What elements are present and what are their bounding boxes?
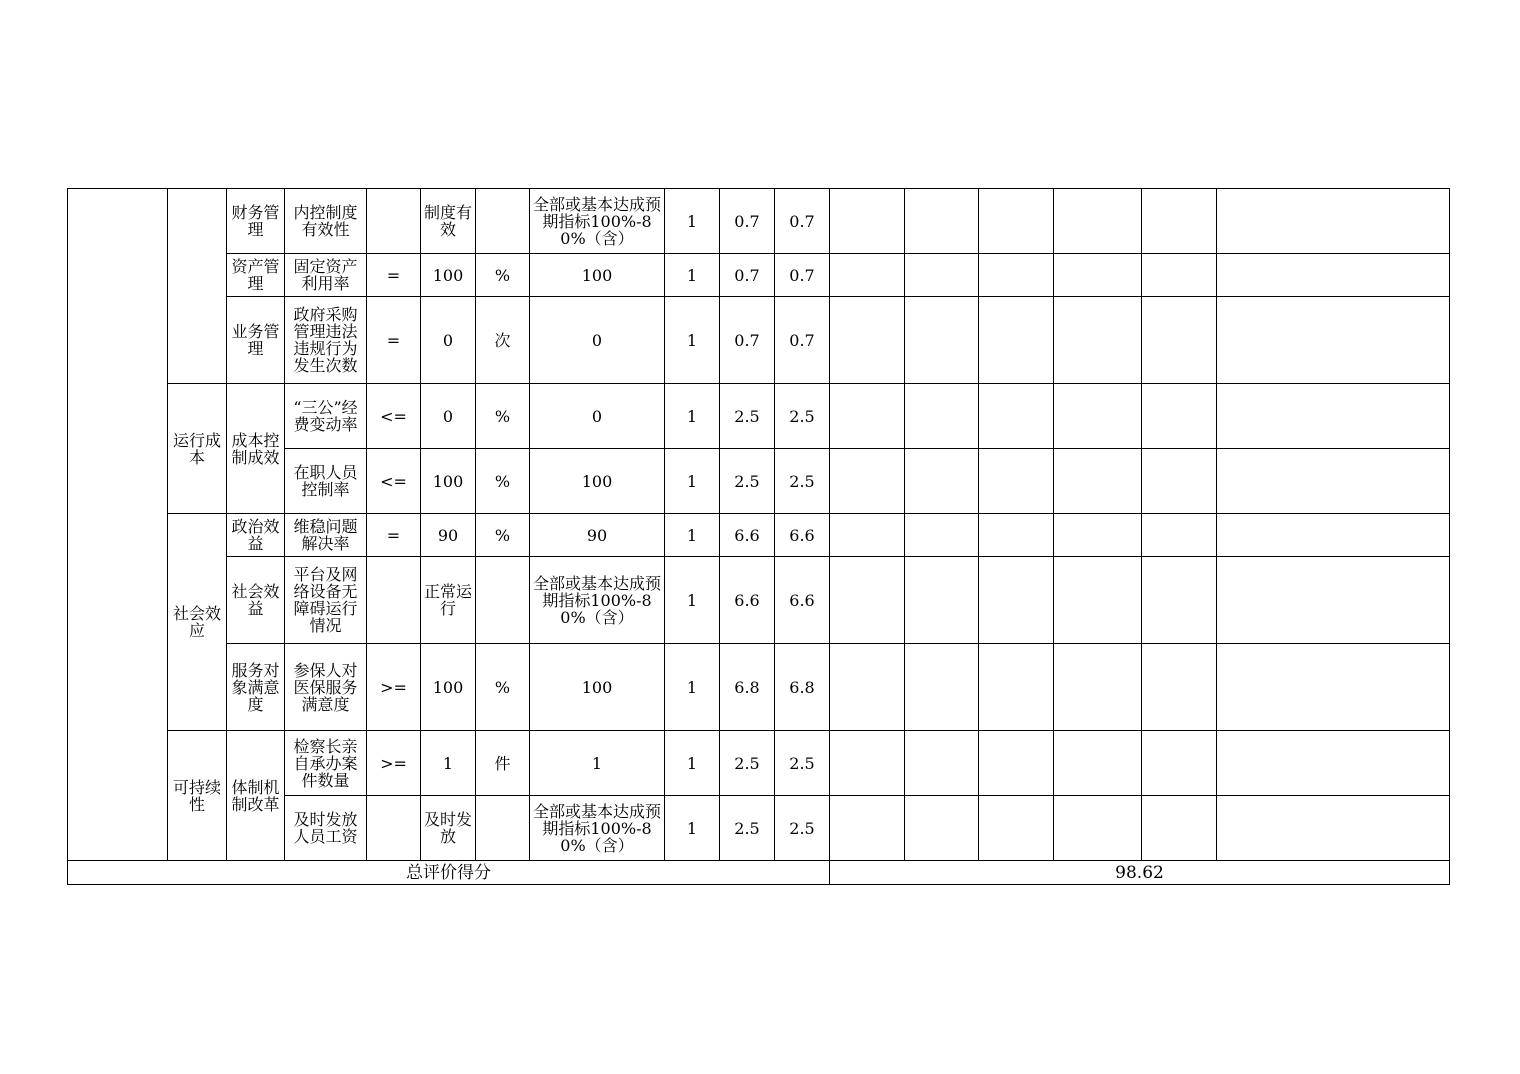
empty-cell — [1217, 557, 1450, 644]
score-cell: 0.7 — [720, 189, 775, 254]
empty-cell — [905, 384, 979, 449]
target-cell: 0 — [421, 384, 476, 449]
target-cell: 1 — [421, 731, 476, 796]
score-cell: 6.6 — [720, 557, 775, 644]
empty-cell — [905, 796, 979, 861]
target-cell: 及时发放 — [421, 796, 476, 861]
level3-cell: 及时发放人员工资 — [285, 796, 367, 861]
level3-cell: 检察长亲自承办案件数量 — [285, 731, 367, 796]
empty-cell — [830, 514, 905, 557]
operator-cell: = — [367, 297, 421, 384]
actual-cell: 1 — [530, 731, 665, 796]
weight-cell: 1 — [665, 514, 720, 557]
empty-cell — [1142, 796, 1217, 861]
actual-cell: 100 — [530, 449, 665, 514]
table-row — [68, 731, 1450, 796]
operator-cell: = — [367, 514, 421, 557]
score-cell: 2.5 — [720, 796, 775, 861]
empty-cell — [1142, 514, 1217, 557]
operator-cell: <= — [367, 384, 421, 449]
earned-cell: 2.5 — [775, 796, 830, 861]
level3-cell: 内控制度有效性 — [285, 189, 367, 254]
empty-cell — [905, 731, 979, 796]
empty-cell — [830, 644, 905, 731]
unit-cell: % — [476, 384, 530, 449]
score-cell: 0.7 — [720, 254, 775, 297]
operator-cell — [367, 189, 421, 254]
target-cell: 100 — [421, 254, 476, 297]
actual-cell: 100 — [530, 644, 665, 731]
weight-cell: 1 — [665, 384, 720, 449]
empty-cell — [979, 254, 1054, 297]
empty-cell — [1217, 254, 1450, 297]
empty-cell — [830, 449, 905, 514]
operator-cell — [367, 557, 421, 644]
empty-cell — [1217, 189, 1450, 254]
empty-cell — [1054, 449, 1142, 514]
unit-cell: % — [476, 514, 530, 557]
target-cell: 90 — [421, 514, 476, 557]
operator-cell — [367, 796, 421, 861]
operator-cell: >= — [367, 644, 421, 731]
blank-cell — [68, 189, 168, 861]
empty-cell — [1142, 254, 1217, 297]
level2-cell: 政治效益 — [227, 514, 285, 557]
empty-cell — [1054, 254, 1142, 297]
empty-cell — [1142, 557, 1217, 644]
target-cell: 正常运行 — [421, 557, 476, 644]
total-row — [68, 861, 1450, 885]
earned-cell: 6.6 — [775, 557, 830, 644]
empty-cell — [979, 449, 1054, 514]
empty-cell — [1054, 644, 1142, 731]
empty-cell — [1054, 384, 1142, 449]
score-cell: 6.6 — [720, 514, 775, 557]
level1-cell: 可持续性 — [168, 731, 227, 861]
score-cell: 6.8 — [720, 644, 775, 731]
score-cell: 2.5 — [720, 384, 775, 449]
empty-cell — [830, 254, 905, 297]
unit-cell: 次 — [476, 297, 530, 384]
empty-cell — [979, 384, 1054, 449]
empty-cell — [979, 644, 1054, 731]
unit-cell — [476, 557, 530, 644]
empty-cell — [1054, 297, 1142, 384]
table-row — [68, 557, 1450, 644]
level2-cell: 财务管理 — [227, 189, 285, 254]
level2-cell: 体制机制改革 — [227, 731, 285, 861]
weight-cell: 1 — [665, 731, 720, 796]
level1-cell: 运行成本 — [168, 384, 227, 514]
level2-cell: 社会效益 — [227, 557, 285, 644]
actual-cell: 0 — [530, 297, 665, 384]
earned-cell: 0.7 — [775, 254, 830, 297]
level1-cell — [168, 189, 227, 384]
earned-cell: 2.5 — [775, 449, 830, 514]
operator-cell: >= — [367, 731, 421, 796]
empty-cell — [905, 189, 979, 254]
empty-cell — [905, 644, 979, 731]
empty-cell — [1217, 384, 1450, 449]
empty-cell — [1217, 796, 1450, 861]
target-cell: 制度有效 — [421, 189, 476, 254]
earned-cell: 2.5 — [775, 731, 830, 796]
target-cell: 0 — [421, 297, 476, 384]
weight-cell: 1 — [665, 449, 720, 514]
empty-cell — [1054, 557, 1142, 644]
unit-cell: % — [476, 644, 530, 731]
weight-cell: 1 — [665, 557, 720, 644]
unit-cell — [476, 189, 530, 254]
target-cell: 100 — [421, 449, 476, 514]
empty-cell — [1142, 384, 1217, 449]
earned-cell: 2.5 — [775, 384, 830, 449]
unit-cell: 件 — [476, 731, 530, 796]
empty-cell — [979, 297, 1054, 384]
empty-cell — [1054, 514, 1142, 557]
level3-cell: 固定资产利用率 — [285, 254, 367, 297]
empty-cell — [1142, 189, 1217, 254]
level1-cell: 社会效应 — [168, 514, 227, 731]
operator-cell: <= — [367, 449, 421, 514]
table-row — [68, 254, 1450, 297]
empty-cell — [905, 557, 979, 644]
operator-cell: = — [367, 254, 421, 297]
empty-cell — [905, 449, 979, 514]
score-cell: 0.7 — [720, 297, 775, 384]
actual-cell: 100 — [530, 254, 665, 297]
earned-cell: 6.8 — [775, 644, 830, 731]
empty-cell — [979, 514, 1054, 557]
table-row — [68, 644, 1450, 731]
level2-cell: 服务对象满意度 — [227, 644, 285, 731]
actual-cell: 90 — [530, 514, 665, 557]
empty-cell — [979, 189, 1054, 254]
empty-cell — [905, 297, 979, 384]
actual-cell: 全部或基本达成预期指标100%-80%（含） — [530, 189, 665, 254]
level3-cell: 维稳问题解决率 — [285, 514, 367, 557]
unit-cell: % — [476, 254, 530, 297]
empty-cell — [1142, 449, 1217, 514]
empty-cell — [1217, 644, 1450, 731]
unit-cell — [476, 796, 530, 861]
weight-cell: 1 — [665, 297, 720, 384]
empty-cell — [1217, 731, 1450, 796]
actual-cell: 全部或基本达成预期指标100%-80%（含） — [530, 796, 665, 861]
actual-cell: 全部或基本达成预期指标100%-80%（含） — [530, 557, 665, 644]
target-cell: 100 — [421, 644, 476, 731]
empty-cell — [1217, 449, 1450, 514]
weight-cell: 1 — [665, 254, 720, 297]
empty-cell — [979, 796, 1054, 861]
empty-cell — [1054, 189, 1142, 254]
actual-cell: 0 — [530, 384, 665, 449]
level3-cell: 平台及网络设备无障碍运行情况 — [285, 557, 367, 644]
level3-cell: 在职人员控制率 — [285, 449, 367, 514]
empty-cell — [830, 189, 905, 254]
total-label: 总评价得分 — [68, 861, 830, 885]
empty-cell — [1054, 796, 1142, 861]
empty-cell — [1054, 731, 1142, 796]
empty-cell — [830, 731, 905, 796]
total-value: 98.62 — [830, 861, 1450, 885]
empty-cell — [1142, 644, 1217, 731]
empty-cell — [1142, 297, 1217, 384]
level2-cell: 成本控制成效 — [227, 384, 285, 514]
empty-cell — [979, 731, 1054, 796]
table-row — [68, 384, 1450, 449]
empty-cell — [830, 297, 905, 384]
empty-cell — [1142, 731, 1217, 796]
earned-cell: 0.7 — [775, 189, 830, 254]
unit-cell: % — [476, 449, 530, 514]
level3-cell: 参保人对医保服务满意度 — [285, 644, 367, 731]
table-row — [68, 514, 1450, 557]
empty-cell — [1217, 514, 1450, 557]
performance-evaluation-table — [67, 188, 1450, 885]
empty-cell — [830, 384, 905, 449]
weight-cell: 1 — [665, 644, 720, 731]
empty-cell — [905, 254, 979, 297]
weight-cell: 1 — [665, 796, 720, 861]
level3-cell: “三公”经费变动率 — [285, 384, 367, 449]
score-cell: 2.5 — [720, 731, 775, 796]
empty-cell — [979, 557, 1054, 644]
level2-cell: 业务管理 — [227, 297, 285, 384]
empty-cell — [905, 514, 979, 557]
weight-cell: 1 — [665, 189, 720, 254]
earned-cell: 6.6 — [775, 514, 830, 557]
level3-cell: 政府采购管理违法违规行为发生次数 — [285, 297, 367, 384]
table-row — [68, 189, 1450, 254]
empty-cell — [830, 796, 905, 861]
earned-cell: 0.7 — [775, 297, 830, 384]
table-row — [68, 297, 1450, 384]
empty-cell — [1217, 297, 1450, 384]
empty-cell — [830, 557, 905, 644]
score-cell: 2.5 — [720, 449, 775, 514]
level2-cell: 资产管理 — [227, 254, 285, 297]
